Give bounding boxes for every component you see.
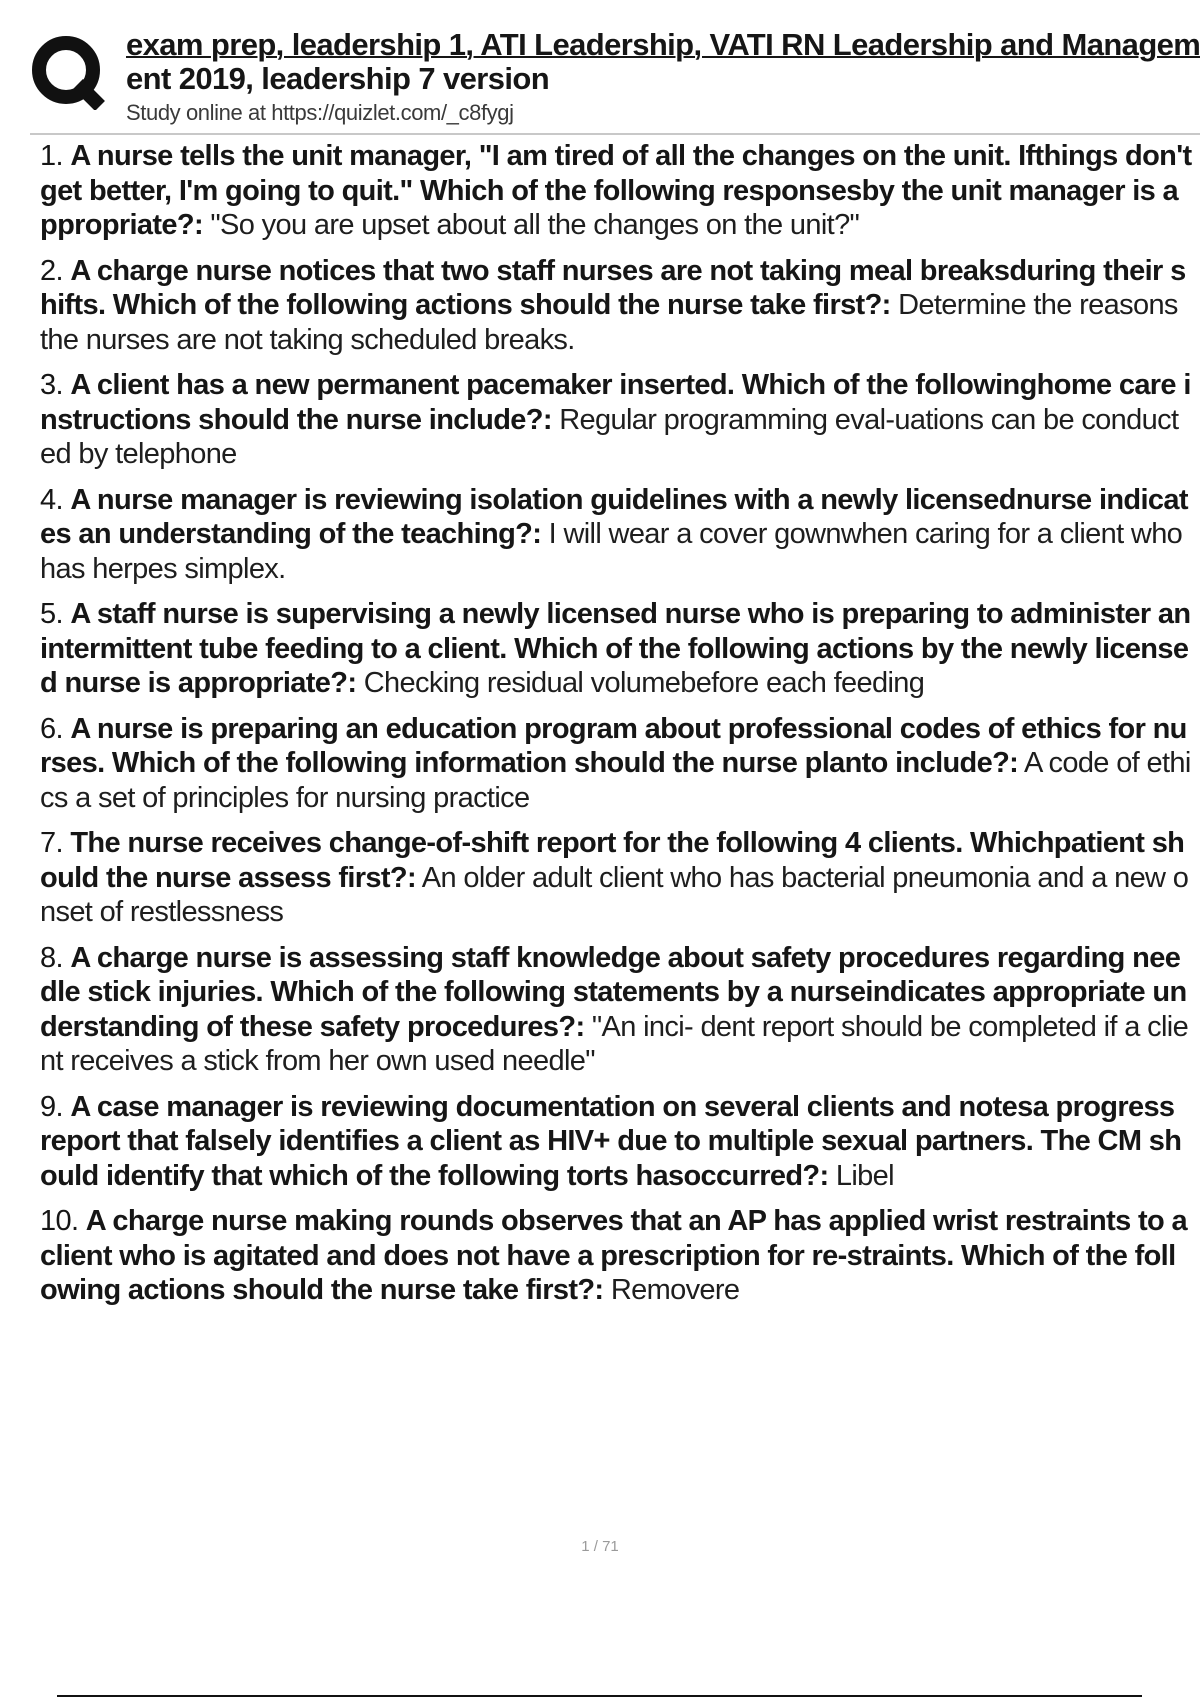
item-answer: Removere [610,1274,740,1306]
list-item [40,483,1192,587]
page-number: 1 / 71 [581,1538,619,1555]
list-item [40,597,1192,701]
item-answer: "An inci- dent report should be completed if a client receives a stick from her own used needle" [40,1010,1189,1077]
header-divider [30,133,1200,135]
list-item [40,1204,1192,1308]
item-number: 4. [40,483,63,516]
list-item [40,1090,1192,1194]
item-answer: An older adult client who has bacterial pneumonia and a new onset of restlessness [40,861,1189,928]
quizlet-q-logo-icon [30,34,106,110]
item-number: 5. [40,598,63,630]
item-question: A case manager is reviewing documentation on several clients and notesa progress report that falsely identifies a client as HIV+ due to multiple sexual partners. The CM should identify that which of the following torts hasoccurred?: [40,1090,1182,1192]
title-line-2: ent 2019, leadership 7 version [126,61,550,96]
item-question: A staff nurse is supervising a newly licensed nurse who is preparing to administer an intermittent tube feeding to a client. Which of the following actions by the newly licensed nurse is appropriate?: [40,598,1191,699]
document-title [126,28,1200,96]
item-answer: Regular programming eval-uations can be conducted by telephone [40,403,1179,470]
item-question: The nurse receives change-of-shift report for the following 4 clients. Whichpatient should the nurse assess first?: [40,827,1185,894]
item-question: A nurse tells the unit manager, "I am tired of all the changes on the unit. Ifthings don't get better, I'm going to quit." Which of the following responsesby the unit manager is appropriate?: [40,140,1192,241]
flashcard-list [40,139,1192,1319]
item-number: 7. [40,827,63,859]
item-question: A charge nurse notices that two staff nurses are not taking meal breaksduring their shifts. Which of the following actions should the nurse take first?: [40,254,1186,321]
item-answer: Determine the reasons the nurses are not taking scheduled breaks. [40,289,1178,356]
list-item [40,368,1192,472]
item-number: 2. [40,254,63,287]
item-question: A client has a new permanent pacemaker inserted. Which of the followinghome care instructions should the nurse include?: [40,369,1191,436]
item-number: 3. [40,369,63,401]
item-number: 9. [40,1090,63,1123]
list-item [40,712,1192,816]
list-item [40,941,1192,1079]
item-question: A nurse manager is reviewing isolation guidelines with a newly licensednurse indicates an understanding of the teaching?: [40,483,1188,550]
item-number: 8. [40,941,63,974]
item-answer: "So you are upset about all the changes on the unit?" [210,209,860,241]
item-answer: A code of ethics a set of principles for nursing practice [40,747,1191,814]
document-header [30,28,1200,128]
item-number: 10. [40,1205,79,1237]
item-answer: I will wear a cover gownwhen caring for a client who has herpes simplex. [40,518,1183,585]
item-number: 1. [40,140,63,172]
list-item [40,254,1192,358]
item-question: A charge nurse is assessing staff knowledge about safety procedures regarding needle stick injuries. Which of the following statements by a nurseindicates appropriate understanding of these safety procedures?: [40,941,1187,1043]
item-question: A nurse is preparing an education program about professional codes of ethics for nurses. Which of the following information should the nurse planto include?: [40,712,1187,779]
footer-divider [57,1695,1142,1697]
study-online-link[interactable]: Study online at https://quizlet.com/_c8fygj [126,100,514,125]
list-item [40,826,1192,930]
item-question: A charge nurse making rounds observes that an AP has applied wrist restraints to a client who is agitated and does not have a prescription for re-straints. Which of the following actions should the nurse take first?: [40,1205,1187,1306]
title-line-1: exam prep, leadership 1, ATI Leadership, VATI RN Leadership and Managem [126,28,1200,62]
item-answer: Checking residual volumebefore each feeding [363,667,925,699]
list-item [40,139,1192,243]
item-answer: Libel [835,1159,894,1192]
item-number: 6. [40,712,63,745]
